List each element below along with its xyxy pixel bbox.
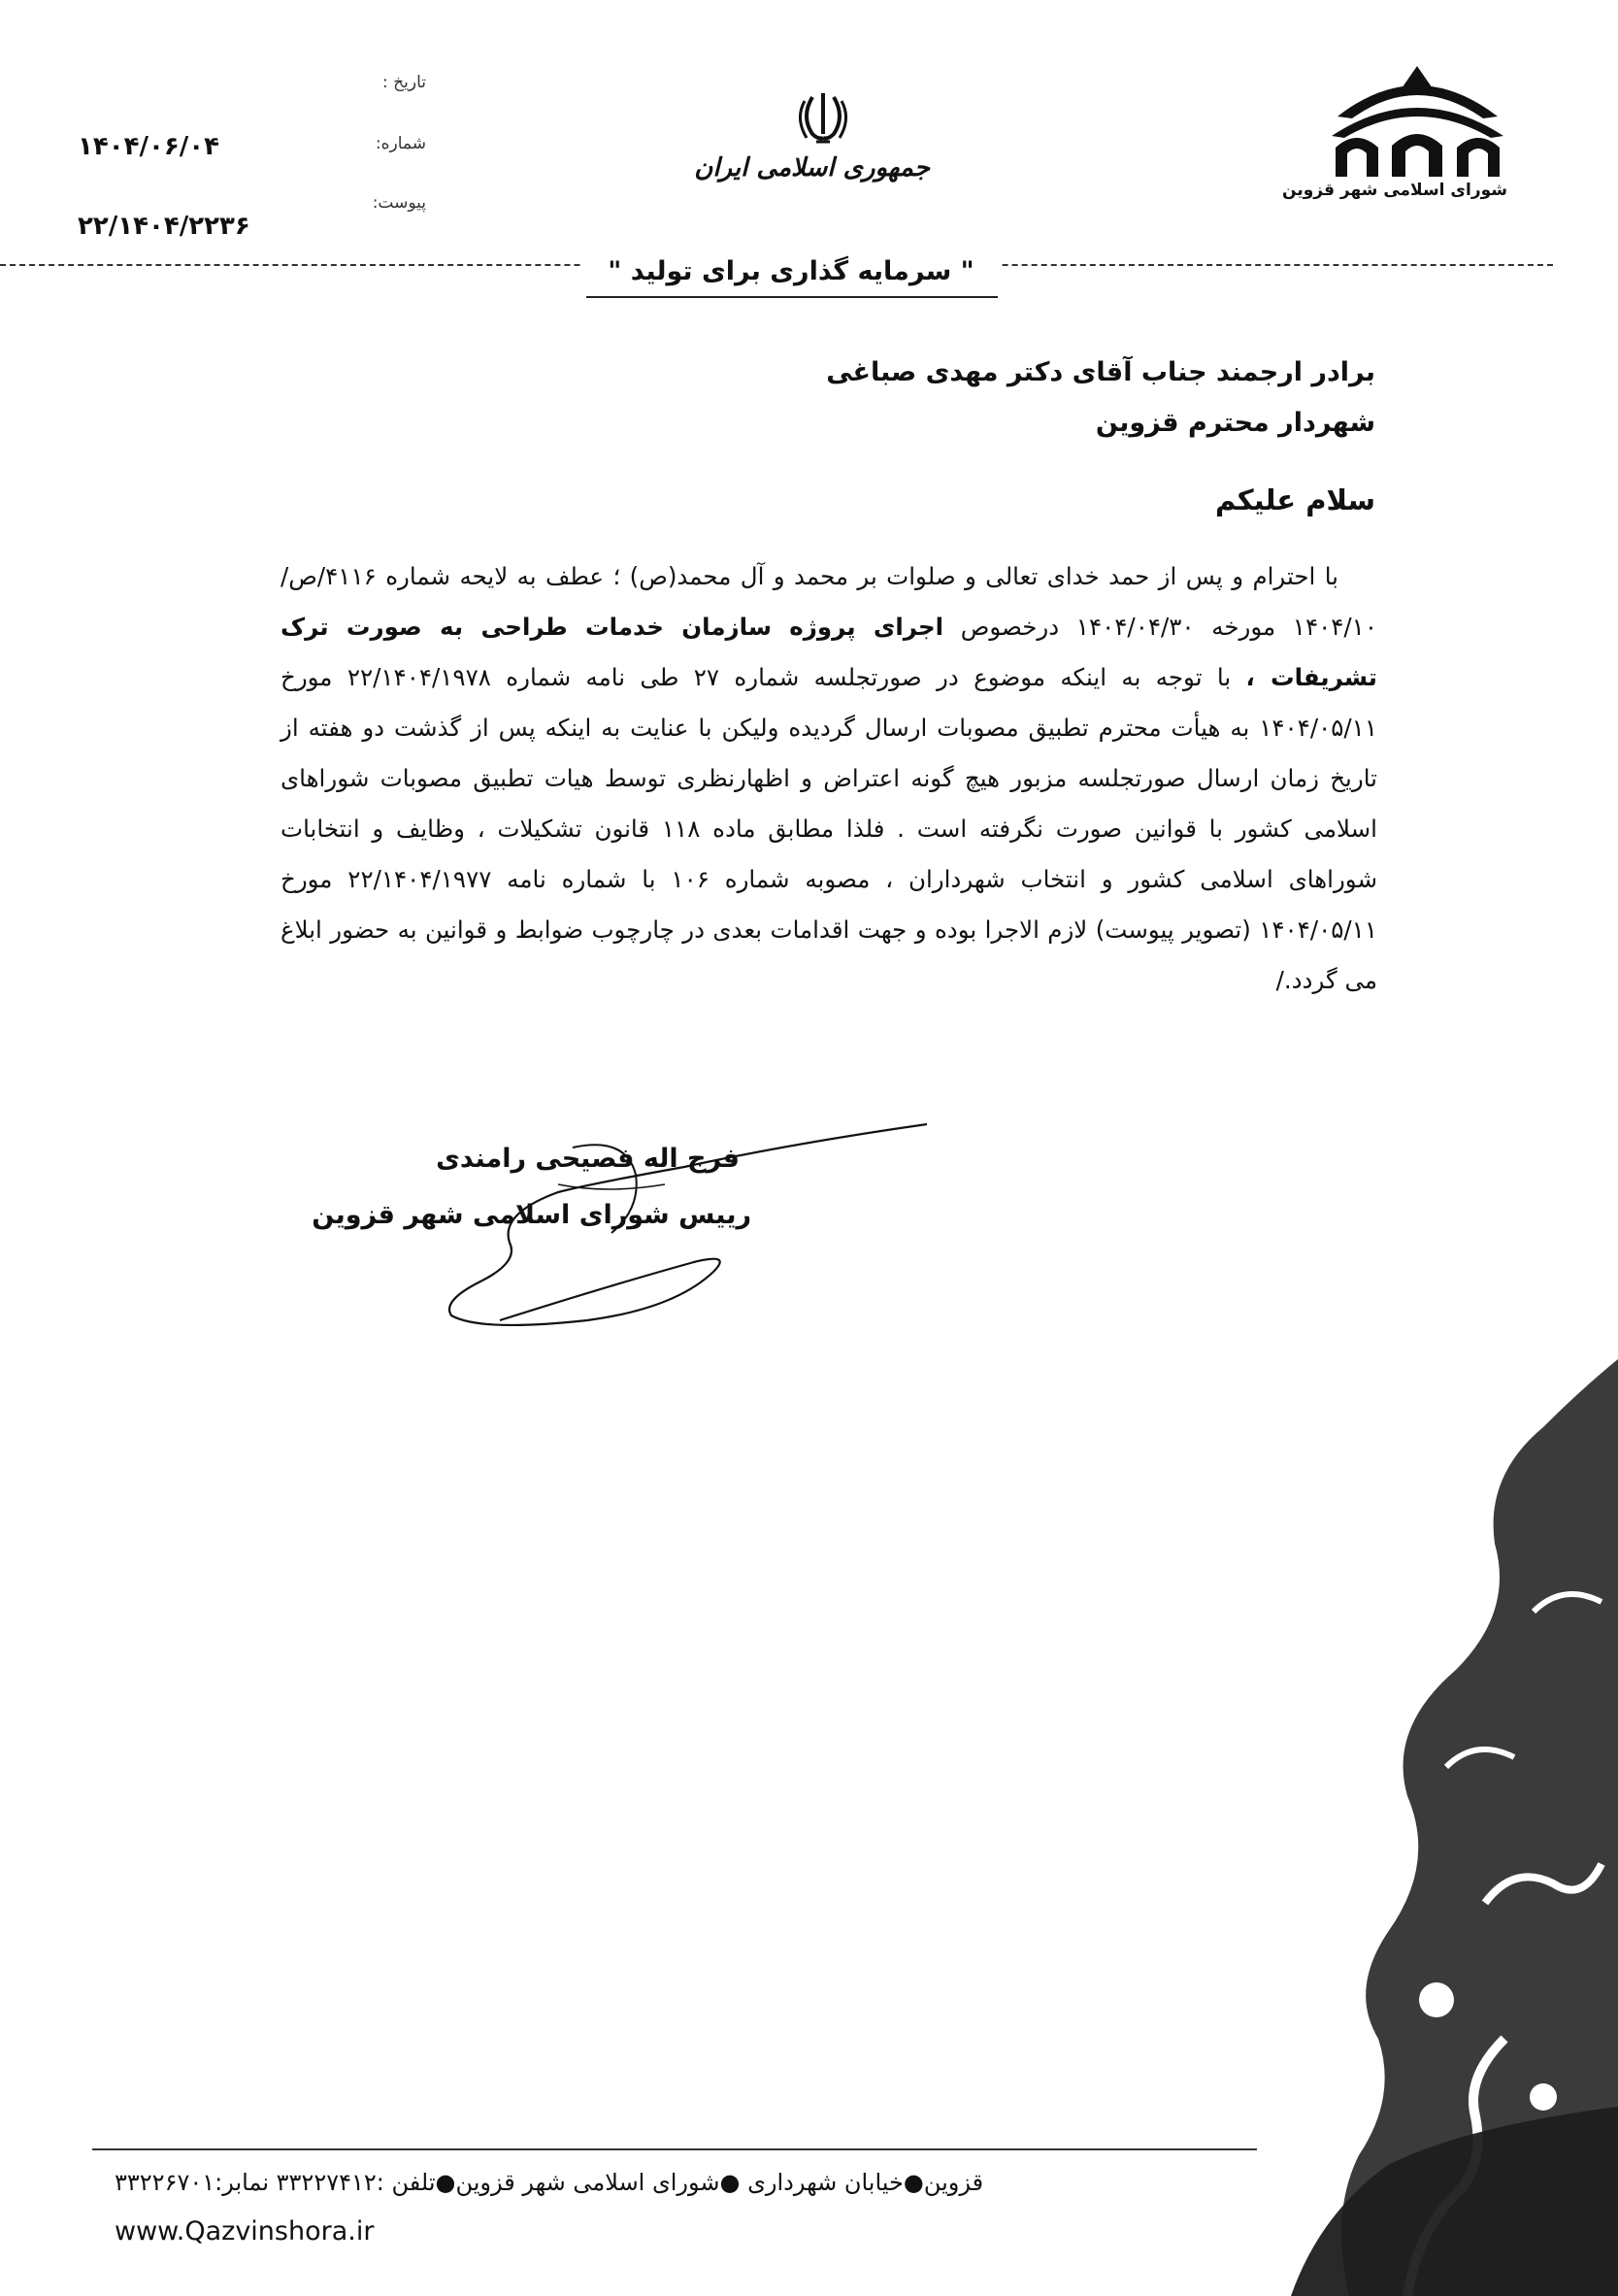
footer-address: قزوین●خیابان شهرداری ●شورای اسلامی شهر قزوین●تلفن :۳۳۲۲۷۴۱۲ نمابر:۳۳۲۲۶۷۰۱ [115,2169,984,2196]
date-label: تاریخ : [382,73,426,92]
council-emblem-icon [1328,60,1507,179]
footer-website[interactable]: www.Qazvinshora.ir [115,2216,375,2246]
body-text-subject: اجرای پروژه سازمان خدمات طراحی به صورت ترک تشریفات ، [281,613,1377,691]
body-text-main: با توجه به اینکه موضوع در صورتجلسه شماره ۲۷ طی نامه شماره ۲۲/۱۴۰۴/۱۹۷۸ مورخ ۱۴۰۴/۰۵/۱۱ به هیأت محترم تطبیق مصوبات ارسال گردیده ولیکن با عنایت به اینکه پس از گذشت دو هفته از تاریخ زمان ارسال صورتجلسه مزبور هیچ گونه اعتراض و اظهارنظری توسط هیات تطبیق مصوبات شوراهای اسلامی کشور با قوانین صورت نگرفته است . فلذا مطابق ماده ۱۱۸ قانون تشکیلات ، وظایف و انتخابات شوراهای اسلامی کشور و انتخاب شهرداران ، مصوبه شماره ۱۰۶ با شماره نامه ۲۲/۱۴۰۴/۱۹۷۷ مورخ ۱۴۰۴/۰۵/۱۱ (تصویر پیوست) لازم الاجرا بوده و جهت اقدامات بعدی در چارچوب ضوابط و قوانین به حضور ابلاغ می گردد./ [281,663,1377,994]
salutation: سلام علیکم [1215,483,1375,516]
signatory-name: فرج اله فصیحی رامندی [436,1144,740,1174]
addressee-title: شهردار محترم قزوین [1095,408,1375,438]
date-value: ۱۴۰۴/۰۶/۰۴ [78,132,219,161]
attachment-label: پیوست: [372,193,426,213]
number-label: شماره: [375,134,426,153]
iran-emblem-icon [793,89,853,148]
emblem-caption: جمهوری اسلامی ایران [694,153,930,183]
logo-caption: شورای اسلامی شهر قزوین [1282,181,1507,200]
slogan-underline [586,296,998,298]
signatory-title: رییس شورای اسلامی شهر قزوین [312,1200,751,1230]
body-text-opening: با احترام و پس از حمد خدای تعالی و صلوات بر محمد و آل محمد(ص) ؛ عطف به لایحه شماره ۴۱۱۶/ص/۱۴۰۴/۱۰ مورخه ۱۴۰۴/۰۴/۳۰ درخصوص [281,562,1377,641]
iran-emblem [694,89,930,206]
body-paragraph [281,551,1377,1006]
background-photo-band [1097,2048,1618,2296]
year-slogan: " سرمایه گذاری برای تولید " [582,256,1000,286]
footer-divider [92,2148,1257,2150]
council-logo [1282,60,1507,206]
letter-body [281,551,1377,1006]
letter-number-value: ۲۲/۱۴۰۴/۲۲۳۶ [78,212,250,241]
addressee-name: برادر ارجمند جناب آقای دکتر مهدی صباغی [826,357,1375,387]
